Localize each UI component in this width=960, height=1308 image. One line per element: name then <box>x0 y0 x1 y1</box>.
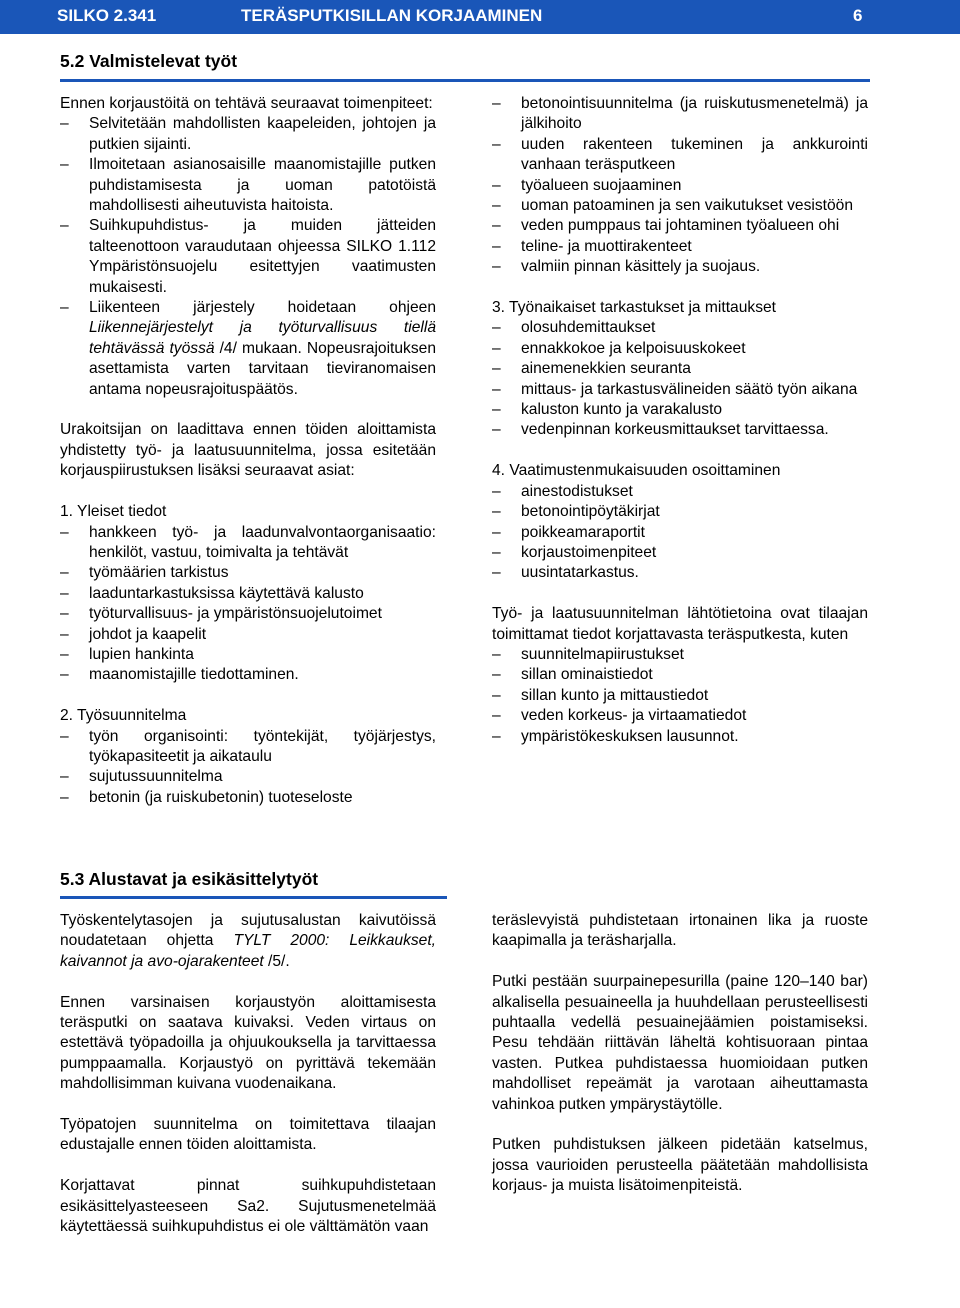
list-item: – poikkeamaraportit <box>492 523 868 543</box>
list-item: – työalueen suojaaminen <box>492 176 868 196</box>
section-rule <box>60 79 870 82</box>
list-item: – valmiin pinnan käsittely ja suojaus. <box>492 257 868 277</box>
group-heading: 1. Yleiset tiedot <box>60 503 167 521</box>
list-item <box>60 298 436 400</box>
paragraph: Työpatojen suunnitelma on toimitettava tilaajan edustajalle ennen töiden aloittamista. <box>60 1116 436 1154</box>
list-item: – veden korkeus- ja virtaamatiedot <box>492 706 868 726</box>
list-item: – veden pumppaus tai johtaminen työalueen ohi <box>492 216 868 236</box>
list-item: – Selvitetään mahdollisten kaapeleiden, johtojen ja putkien sijainti. <box>60 114 436 155</box>
list-item: – maanomistajille tiedottaminen. <box>60 665 436 685</box>
group-heading: 4. Vaatimustenmukaisuuden osoittaminen <box>492 462 781 480</box>
paragraph-text-b: /5/. <box>263 952 290 970</box>
list-item: – korjaustoimenpiteet <box>492 543 868 563</box>
list-item: – teline- ja muottirakenteet <box>492 237 868 257</box>
list-item: – työn organisointi: työntekijät, työjärjestys, työkapasiteetit ja aikataulu <box>60 727 436 768</box>
list-item: – uuden rakenteen tukeminen ja ankkurointi vanhaan teräsputkeen <box>492 135 868 176</box>
page-header <box>0 0 960 34</box>
paragraph: Putki pestään suurpainepesurilla (paine 120–140 bar) alkalisella pesuaineella ja huuhdellaan perusteellisesti puhtaalla vedellä pesuainejäämien poistamiseksi. Pesu tehdään riittävän läheltä kohtisuoraan pintaa vasten. Putkea puhdistaessa huomioidaan putken mahdolliset repeämät ja varotaan aiheuttamasta vahinkoa putken ympärystäytölle. <box>492 973 868 1113</box>
source-data-paragraph: Työ- ja laatusuunnitelman lähtötietoina ovat tilaajan toimittamat tiedot korjattavasta teräsputkesta, kuten <box>492 605 868 643</box>
document-code: SILKO 2.341 <box>57 6 157 25</box>
section-title-5-3: 5.3 Alustavat ja esikäsittelytyöt <box>60 869 319 889</box>
paragraph: Ennen varsinaisen korjaustyön aloittamisesta teräsputki on saatava kuivaksi. Veden virtaus on estettävä työpadoilla ja ohjuukouksella ja tarvittaessa pumppaamalla. Korjaustyö on pyrittävä tekemään mahdollisimman kuivana vuodenaikana. <box>60 993 436 1093</box>
traffic-guide-reference: Liikennejärjestelyt ja työturvallisuus tiellä tehtävässä työssä <box>89 319 436 357</box>
group-heading: 3. Työnaikaiset tarkastukset ja mittaukset <box>492 299 776 317</box>
document-title: TERÄSPUTKISILLAN KORJAAMINEN <box>241 6 543 25</box>
list-item: – ennakkokoe ja kelpoisuuskokeet <box>492 339 868 359</box>
list-item: – sujutussuunnitelma <box>60 767 436 787</box>
list-item: – työturvallisuus- ja ympäristönsuojelutoimet <box>60 604 436 624</box>
traffic-text-a: Liikenteen järjestely hoidetaan ohjeen <box>89 299 436 317</box>
list-item: – vedenpinnan korkeusmittaukset tarvittaessa. <box>492 420 868 440</box>
list-item: – lupien hankinta <box>60 645 436 665</box>
list-item: – johdot ja kaapelit <box>60 625 436 645</box>
section-rule <box>60 896 447 899</box>
work-plan-list-continued <box>492 94 868 278</box>
list-item: – ympäristökeskuksen lausunnot. <box>492 727 868 747</box>
list-item: – työmäärien tarkistus <box>60 563 436 583</box>
section-5-2-right-column <box>492 94 868 747</box>
list-item: – uusintatarkastus. <box>492 563 868 583</box>
list-item: – sillan ominaistiedot <box>492 665 868 685</box>
list-item: – ainemenekkien seuranta <box>492 359 868 379</box>
list-item: – Ilmoitetaan asianosaisille maanomistajille putken puhdistamisesta ja uoman patotöistä mahdollisesti aiheutuvista haitoista. <box>60 155 436 216</box>
paragraph: teräslevyistä puhdistetaan irtonainen lika ja ruoste kaapimalla ja teräsharjalla. <box>492 912 868 950</box>
list-item: – suunnitelmapiirustukset <box>492 645 868 665</box>
paragraph: Korjattavat pinnat suihkupuhdistetaan esikäsittelyasteeseen Sa2. Sujutusmenetelmää käytettäessä suihkupuhdistus ei ole välttämätön vaan <box>60 1177 436 1236</box>
plan-intro-paragraph: Urakoitsijan on laadittava ennen töiden aloittamista yhdistetty työ- ja laatusuunnitelma, jossa esitetään korjauspiirustuksen lisäksi seuraavat asiat: <box>60 421 436 480</box>
paragraph <box>60 911 436 972</box>
prep-list <box>60 114 436 400</box>
paragraph: Putken puhdistuksen jälkeen pidetään katselmus, jossa vaurioiden perusteella päätetään mahdollisista korjaus- ja muista lisätoimenpiteistä. <box>492 1136 868 1195</box>
paragraph-text-a: Työskentelytasojen ja sujutusalustan kaivutöissä noudatetaan ohjetta <box>60 912 436 950</box>
page-number: 6 <box>853 6 863 25</box>
list-item: – mittaus- ja tarkastusvälineiden säätö työn aikana <box>492 380 868 400</box>
list-item: – laaduntarkastuksissa käytettävä kalusto <box>60 584 436 604</box>
list-item: – hankkeen työ- ja laadunvalvontaorganisaatio: henkilöt, vastuu, toimivalta ja tehtävät <box>60 523 436 564</box>
list-item: – olosuhdemittaukset <box>492 318 868 338</box>
list-item: – kaluston kunto ja varakalusto <box>492 400 868 420</box>
section-5-2-left-column <box>60 94 436 808</box>
intro-paragraph: Ennen korjaustöitä on tehtävä seuraavat toimenpiteet: <box>60 95 433 112</box>
conformity-list <box>492 482 868 584</box>
inspections-list <box>492 318 868 440</box>
list-item: – ainestodistukset <box>492 482 868 502</box>
section-5-3-left-column <box>60 911 436 1237</box>
group-heading: 2. Työsuunnitelma <box>60 707 187 725</box>
work-plan-list <box>60 727 436 809</box>
list-item: – Suihkupuhdistus- ja muiden jätteiden talteenottoon varaudutaan ohjeessa SILKO 1.112 Ympäristönsuojelu esitettyjen vaatimusten mukaisesti. <box>60 216 436 298</box>
list-item: – betonin (ja ruiskubetonin) tuoteseloste <box>60 788 436 808</box>
general-info-list <box>60 523 436 686</box>
list-item: – sillan kunto ja mittaustiedot <box>492 686 868 706</box>
list-item: – betonointisuunnitelma (ja ruiskutusmenetelmä) ja jälkihoito <box>492 94 868 135</box>
traffic-text-b: /4/ mukaan. Nopeusrajoituksen asettamista varten tarvitaan tieviranomaisen antama nopeusrajoituspäätös. <box>89 339 436 398</box>
source-data-list <box>492 645 868 747</box>
section-5-3-right-column <box>492 911 868 1197</box>
tylt-reference: TYLT 2000: Leikkaukset, kaivannot ja avo-ojarakenteet <box>60 932 436 970</box>
list-item: – uoman patoaminen ja sen vaikutukset vesistöön <box>492 196 868 216</box>
section-title-5-2: 5.2 Valmistelevat työt <box>60 51 238 71</box>
list-item: – betonointipöytäkirjat <box>492 502 868 522</box>
